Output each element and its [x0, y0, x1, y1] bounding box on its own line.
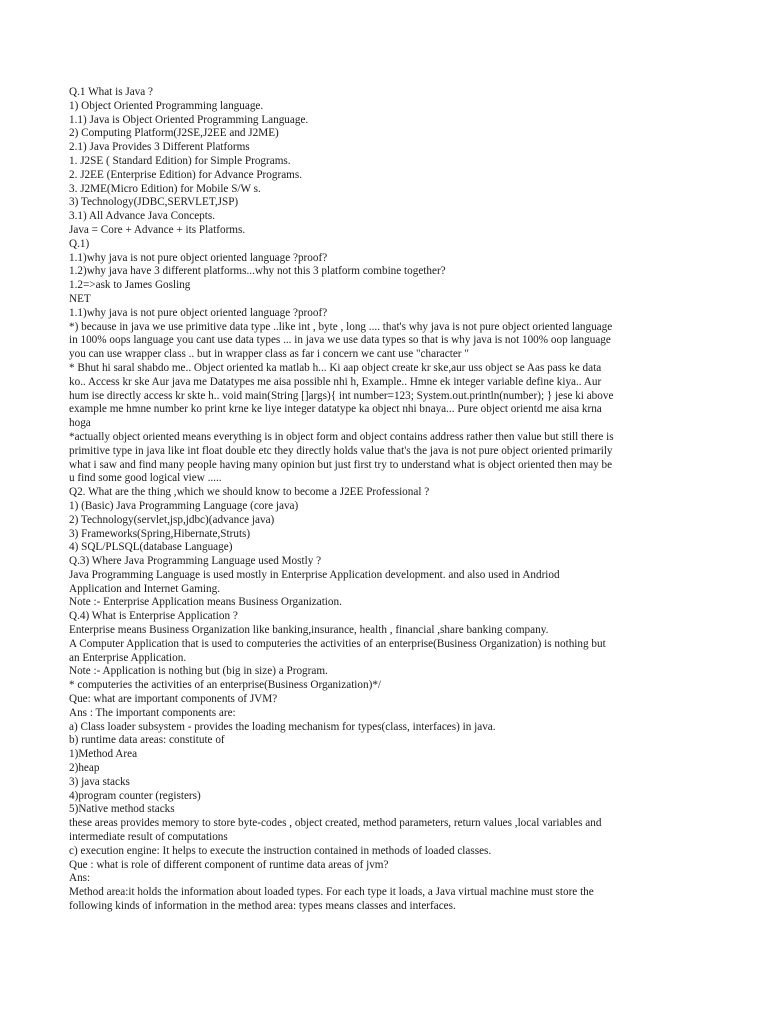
text-line: 4) SQL/PLSQL(database Language): [69, 541, 233, 554]
text-line: 1.2)why java have 3 different platforms...why not this 3 platform combine together?: [69, 265, 446, 278]
document-page: [69, 86, 709, 914]
text-line: 1.1)why java is not pure object oriented language ?proof?: [69, 306, 328, 319]
text-line: Note :- Enterprise Application means Business Organization.: [69, 596, 342, 609]
text-line: Application and Internet Gaming.: [69, 582, 220, 595]
text-line: Java Programming Language is used mostly in Enterprise Application development. and also used in Andriod: [69, 568, 560, 581]
text-line: 1.1) Java is Object Oriented Programming Language.: [69, 113, 309, 126]
text-line: 5)Native method stacks: [69, 803, 175, 816]
text-line: hoga: [69, 417, 91, 430]
text-line: an Enterprise Application.: [69, 651, 187, 664]
text-line: 1) Object Oriented Programming language.: [69, 99, 264, 112]
text-line: * computeries the activities of an enterprise(Business Organization)*/: [69, 679, 382, 692]
text-line: following kinds of information in the method area: types means classes and interfaces.: [69, 900, 456, 913]
text-line: * Bhut hi saral shabdo me.. Object oriented ka matlab h... Ki aap object create kr ske,aur uss object se Aas pass ke data: [69, 361, 602, 374]
text-line: ko.. Access kr ske Aur java me Datatypes me aisa possible nhi h, Example.. Hmne ek integer variable define kiya.. Aur: [69, 375, 602, 388]
text-line: Q.3) Where Java Programming Language used Mostly ?: [69, 555, 322, 568]
text-line: NET: [69, 292, 91, 305]
text-line: example me hmne number ko print krne ke liye integer datatype ka object nhi bnaya... Pure object orientd me aisa krna: [69, 403, 602, 416]
text-line: *actually object oriented means everything is in object form and object contains address rather then value but still there is: [69, 430, 614, 443]
text-line: 2) Technology(servlet,jsp,jdbc)(advance java): [69, 513, 275, 526]
text-line: Q.4) What is Enterprise Application ?: [69, 610, 238, 623]
text-line: c) execution engine: It helps to execute the instruction contained in methods of loaded classes.: [69, 844, 492, 857]
text-line: 1. J2SE ( Standard Edition) for Simple Programs.: [69, 154, 291, 167]
text-line: 3) Technology(JDBC,SERVLET,JSP): [69, 196, 239, 209]
text-line: 4)program counter (registers): [69, 789, 201, 802]
text-line: 2.1) Java Provides 3 Different Platforms: [69, 141, 250, 154]
text-line: a) Class loader subsystem - provides the loading mechanism for types(class, interfaces) in java.: [69, 720, 496, 733]
text-line: you can use wrapper class .. but in wrapper class as far i concern we cant use "character ": [69, 348, 469, 361]
text-line: Note :- Application is nothing but (big in size) a Program.: [69, 665, 328, 678]
text-line: intermediate result of computations: [69, 831, 228, 844]
text-line: b) runtime data areas: constitute of: [69, 734, 225, 747]
text-line: 2)heap: [69, 762, 100, 775]
text-line: 2. J2EE (Enterprise Edition) for Advance Programs.: [69, 168, 303, 181]
text-line: 3.1) All Advance Java Concepts.: [69, 210, 216, 223]
text-line: Que : what is role of different component of runtime data areas of jvm?: [69, 858, 389, 871]
text-line: Ans:: [69, 872, 91, 885]
text-line: 3) java stacks: [69, 775, 130, 788]
text-line: Java = Core + Advance + its Platforms.: [69, 223, 246, 236]
text-line: 1.1)why java is not pure object oriented language ?proof?: [69, 251, 328, 264]
text-line: what i saw and find many people having many opinion but just first try to understand what is object oriented then may be: [69, 458, 613, 471]
text-line: *) because in java we use primitive data type ..like int , byte , long .... that's why java is not pure object oriented language: [69, 320, 613, 333]
text-line: Que: what are important components of JVM?: [69, 693, 278, 706]
text-line: 1) (Basic) Java Programming Language (core java): [69, 499, 299, 512]
text-line: Ans : The important components are:: [69, 706, 236, 719]
text-line: primitive type in java like int float double etc they directly holds value that's the java is not pure object oriented primarily: [69, 444, 613, 457]
text-line: 1.2=>ask to James Gosling: [69, 279, 191, 292]
text-line: Q2. What are the thing ,which we should know to become a J2EE Professional ?: [69, 486, 430, 499]
text-line: u find some good logical view .....: [69, 472, 222, 485]
text-line: Q.1): [69, 237, 90, 250]
text-line: 3) Frameworks(Spring,Hibernate,Struts): [69, 527, 251, 540]
text-line: Method area:it holds the information about loaded types. For each type it loads, a Java virtual machine must store the: [69, 886, 594, 899]
text-line: Enterprise means Business Organization like banking,insurance, health , financial ,share banking company.: [69, 624, 549, 637]
text-line: hum ise directly access kr skte h.. void main(String []args){ int number=123; System.out.println(number); } jese ki above: [69, 389, 614, 402]
text-line: in 100% oops language you cant use data types ... in java we use data types so that is why java is not 100% oop language: [69, 334, 611, 347]
text-line: these areas provides memory to store byte-codes , object created, method parameters, return values ,local variables and: [69, 817, 602, 830]
text-line: Q.1 What is Java ?: [69, 86, 153, 98]
text-line: 1)Method Area: [69, 748, 138, 761]
text-line: 2) Computing Platform(J2SE,J2EE and J2ME): [69, 127, 279, 140]
text-line: A Computer Application that is used to computeries the activities of an enterprise(Business Organization) is nothing but: [69, 637, 606, 650]
text-line: 3. J2ME(Micro Edition) for Mobile S/W s.: [69, 182, 261, 195]
